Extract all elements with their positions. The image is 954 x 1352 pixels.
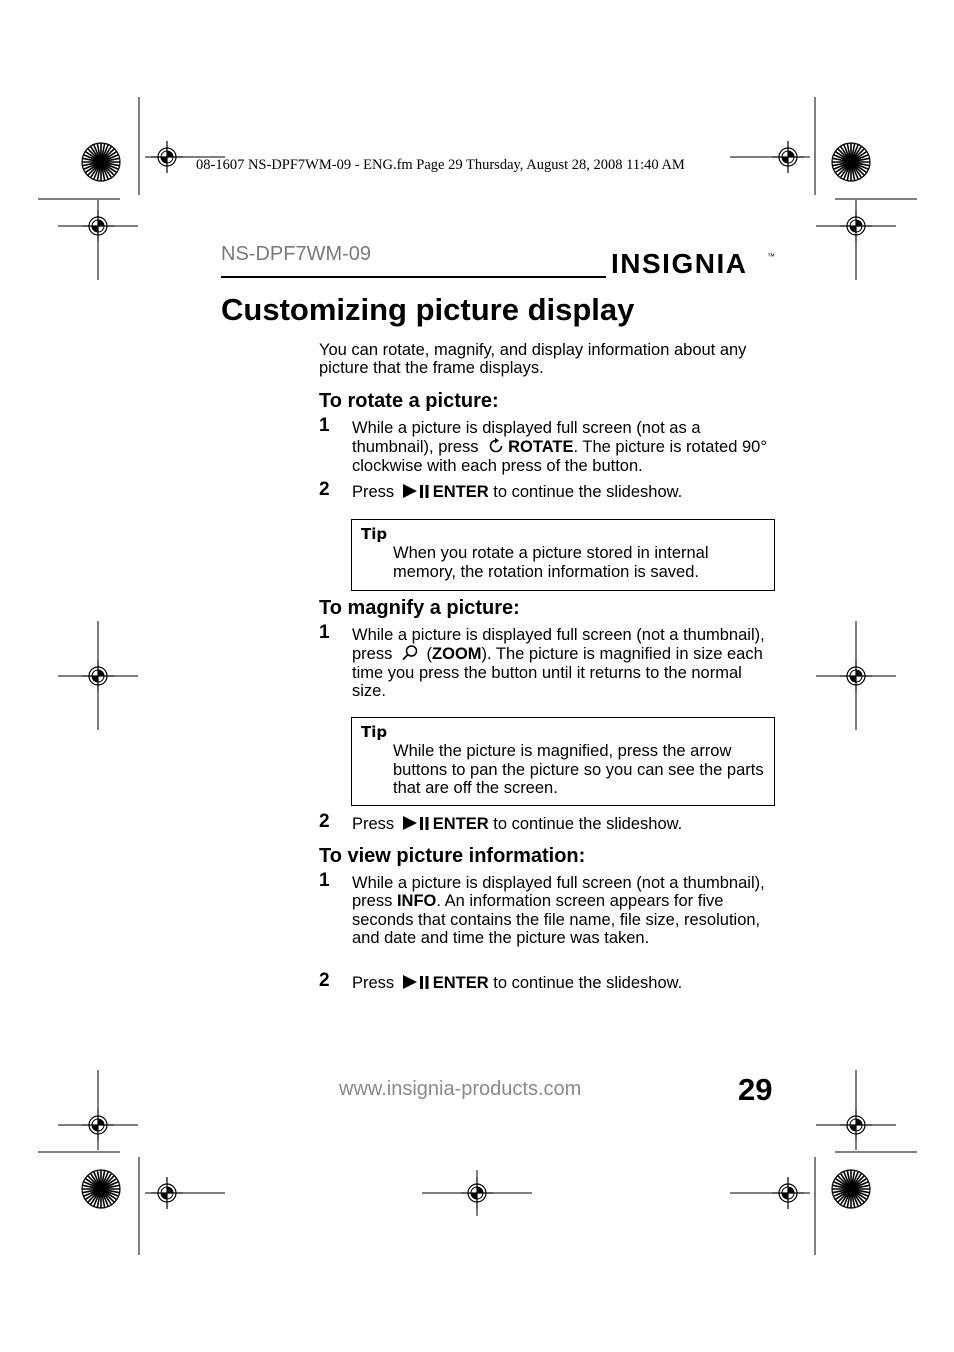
intro-paragraph: You can rotate, magnify, and display information about any picture that the frame displays. xyxy=(319,341,747,377)
zoom-icon xyxy=(401,644,419,662)
play-pause-icon xyxy=(402,815,430,831)
model-number: NS-DPF7WM-09 xyxy=(221,243,372,265)
play-pause-icon xyxy=(402,483,430,499)
magnify-step-2: Press ENTER to continue the slideshow. xyxy=(352,815,683,833)
print-header: 08-1607 NS-DPF7WM-09 - ENG.fm Page 29 Thursday, August 28, 2008 11:40 AM xyxy=(196,157,685,173)
tip-label: Tip xyxy=(361,525,388,543)
play-pause-icon xyxy=(402,974,430,990)
info-step-2: Press ENTER to continue the slideshow. xyxy=(352,974,683,992)
heading-magnify: To magnify a picture: xyxy=(319,597,520,619)
tip-text: When you rotate a picture stored in internal memory, the rotation information is saved. xyxy=(393,544,709,581)
step-number: 1 xyxy=(319,870,330,891)
svg-text:™: ™ xyxy=(767,252,775,261)
page-title: Customizing picture display xyxy=(221,292,635,327)
heading-info: To view picture information: xyxy=(319,845,586,867)
magnify-step-1: While a picture is displayed full screen (not a thumbnail), press (ZOOM). The picture is magnified in size each time you press the button until it returns to the normal size. xyxy=(352,626,765,700)
step-number: 2 xyxy=(319,970,330,991)
rotate-step-2: Press ENTER to continue the slideshow. xyxy=(352,483,683,501)
tip-text: While the picture is magnified, press the arrow buttons to pan the picture so you can see the parts that are off the screen. xyxy=(393,742,764,797)
step-number: 2 xyxy=(319,811,330,832)
svg-text:INSIGNIA: INSIGNIA xyxy=(611,248,748,279)
step-number: 2 xyxy=(319,479,330,500)
footer-url: www.insignia-products.com xyxy=(339,1078,582,1100)
tip-label: Tip xyxy=(361,723,388,741)
step-number: 1 xyxy=(319,415,330,436)
heading-rotate: To rotate a picture: xyxy=(319,390,499,412)
header-rule xyxy=(221,276,606,278)
rotate-step-1: While a picture is displayed full screen (not as a thumbnail), press ROTATE. The picture is rotated 90° clockwise with each press of the button. xyxy=(352,419,767,475)
step-number: 1 xyxy=(319,622,330,643)
tip-box-magnify xyxy=(351,717,775,806)
info-step-1: While a picture is displayed full screen (not a thumbnail), press INFO. An information screen appears for five seconds that contains the file name, file size, resolution, and date and time the picture was taken. xyxy=(352,874,765,947)
rotate-icon xyxy=(487,437,505,455)
insignia-logo xyxy=(611,242,777,284)
tip-box-rotate xyxy=(351,519,775,591)
page-number: 29 xyxy=(738,1072,773,1107)
